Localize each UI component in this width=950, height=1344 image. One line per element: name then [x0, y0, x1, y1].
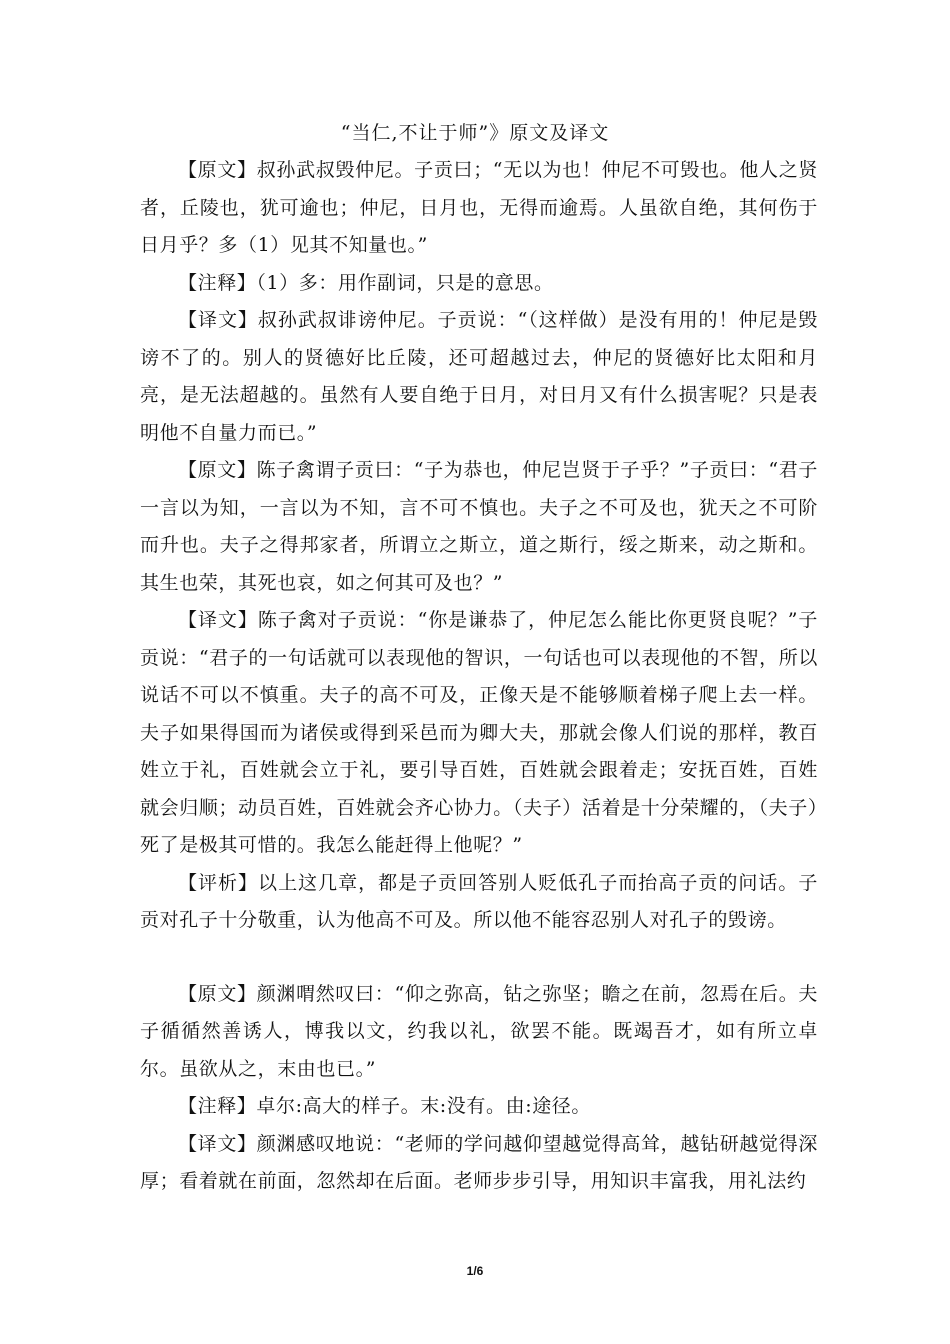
paragraph-translation-2: 【译文】陈子禽对子贡说：“你是谦恭了，仲尼怎么能比你更贤良呢？”子贡说：“君子的一句话就可以表现他的智识，一句话也可以表现他的不智，所以说话不可以不慎重。夫子的高不可及，正像天是不能够顺着梯子爬上去一样。夫子如果得国而为诸侯或得到采邑而为卿大夫，那就会像人们说的那样，教百姓立于礼，百姓就会立于礼，要引导百姓，百姓就会跟着走；安抚百姓，百姓就会归顺；动员百姓，百姓就会齐心协力。（夫子）活着是十分荣耀的，（夫子）死了是极其可惜的。我怎么能赶得上他呢？”: [140, 609, 818, 856]
paragraph-note-2: 【注释】卓尔:高大的样子。末:没有。由:途径。: [178, 1095, 592, 1117]
document-body: [140, 152, 818, 1201]
paragraph-original-3: 【原文】颜渊喟然叹曰：“仰之弥高，钻之弥坚；瞻之在前，忽焉在后。夫子循循然善诱人，博我以文，约我以礼，欲罢不能。既竭吾才，如有所立卓尔。虽欲从之，末由也已。”: [140, 982, 818, 1080]
page-number: 1/6: [466, 1264, 484, 1278]
paragraph-note-1: 【注释】（1）多：用作副词，只是的意思。: [178, 271, 554, 294]
paragraph-original-2: 【原文】陈子禽谓子贡曰：“子为恭也，仲尼岂贤于子乎？”子贡曰：“君子一言以为知，一言以为不知，言不可不慎也。夫子之不可及也，犹天之不可阶而升也。夫子之得邦家者，所谓立之斯立，道之斯行，绥之斯来，动之斯和。其生也荣，其死也哀，如之何其可及也？”: [140, 459, 818, 594]
paragraph-translation-3: 【译文】颜渊感叹地说：“老师的学问越仰望越觉得高耸，越钻研越觉得深厚；看着就在前面，忽然却在后面。老师步步引导，用知识丰富我，用礼法约: [140, 1132, 818, 1192]
paragraph-analysis: 【评析】以上这几章，都是子贡回答别人贬低孔子而抬高子贡的问话。子贡对孔子十分敬重，认为他高不可及。所以他不能容忍别人对孔子的毁谤。: [140, 871, 818, 931]
paragraph-translation-1: 【译文】叔孙武叔诽谤仲尼。子贡说：“（这样做）是没有用的！仲尼是毁谤不了的。别人的贤德好比丘陵，还可超越过去，仲尼的贤德好比太阳和月亮，是无法超越的。虽然有人要自绝于日月，对日月又有什么损害呢？只是表明他不自量力而已。”: [140, 309, 818, 444]
paragraph-original-1: 【原文】叔孙武叔毁仲尼。子贡曰；“无以为也！仲尼不可毁也。他人之贤者，丘陵也，犹可逾也；仲尼，日月也，无得而逾焉。人虽欲自绝，其何伤于日月乎？多（1）见其不知量也。”: [140, 159, 818, 256]
section-gap: [140, 940, 818, 976]
document-title: “当仁,不让于师”》原文及译文: [340, 122, 610, 144]
